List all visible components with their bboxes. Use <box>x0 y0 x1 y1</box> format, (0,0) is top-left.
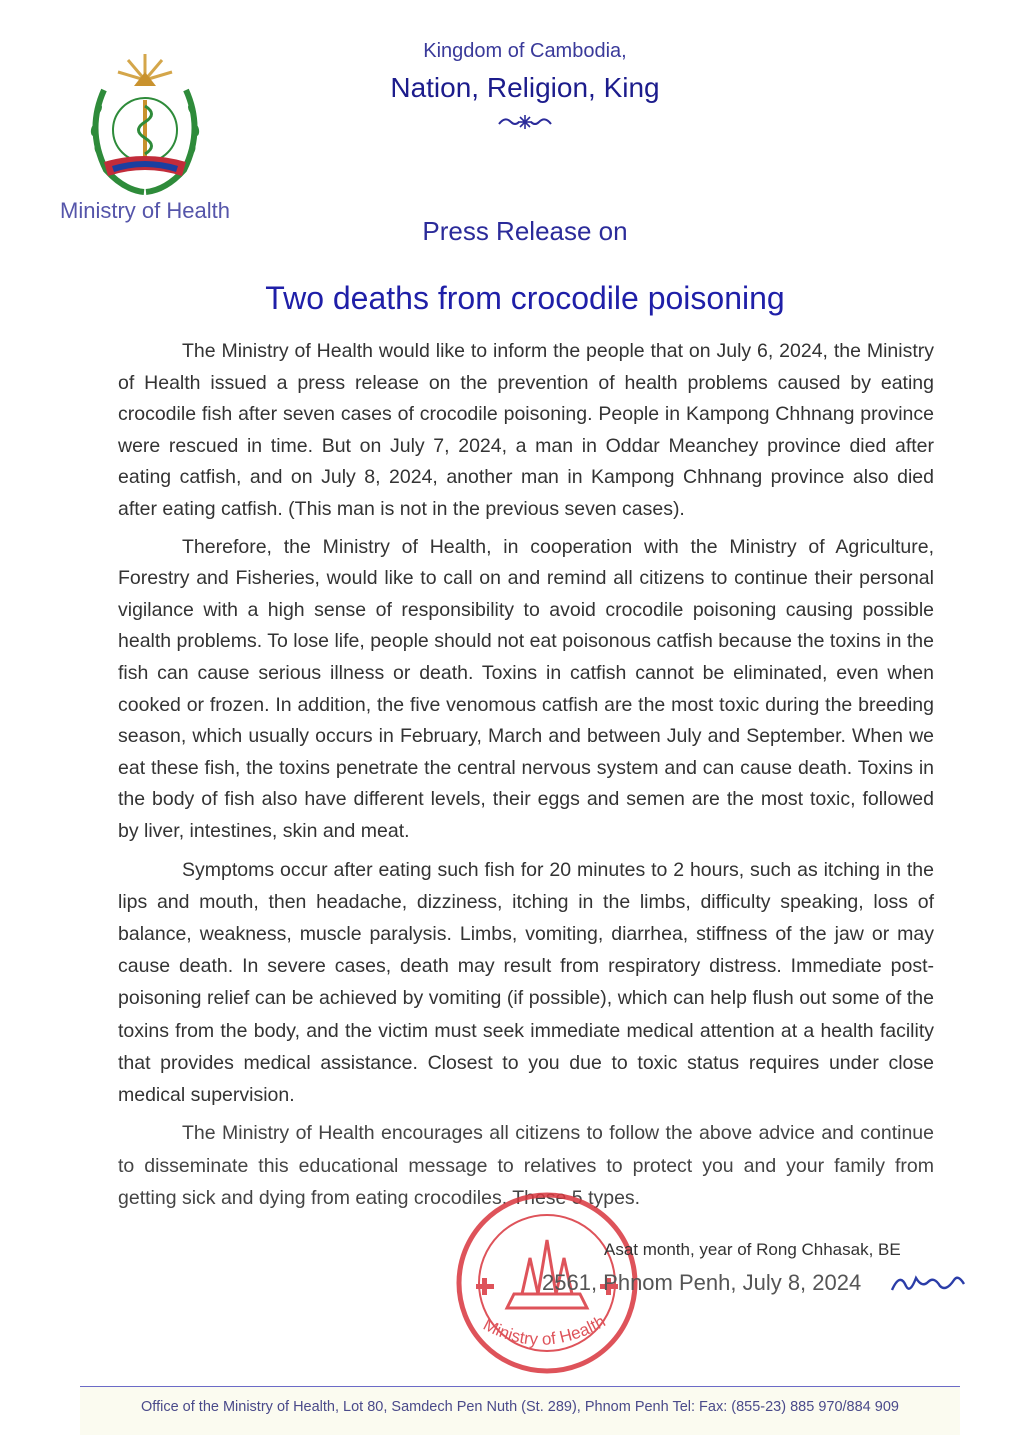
footer-address: Office of the Ministry of Health, Lot 80, Samdech Pen Nuth (St. 289), Phnom Penh Tel: Fax: (855-23) 885 970/884 909 <box>141 1399 899 1415</box>
signature-icon <box>888 1268 968 1298</box>
paragraph-4: The Ministry of Health encourages all citizens to follow the above advice and continue to disseminate this educational message to relatives to protect you and your family from getting sick and dying from eating crocodiles. These 5 types. <box>118 1122 934 1210</box>
svg-text:Ministry of Health <box>480 1312 608 1349</box>
divider-ornament-icon <box>495 112 555 132</box>
date-line-gregorian: 2561, Phnom Penh, July 8, 2024 <box>542 1270 862 1295</box>
paragraph-1: The Ministry of Health would like to inform the people that on July 6, 2024, the Ministry of Health issued a press release on the prevention of health problems caused by eating crocodile fish after seven cases of crocodile poisoning. People in Kampong Chhnang province were rescued in time. But on July 7, 2024, a man in Oddar Meanchey province died after eating catfish, and on July 8, 2024, another man in Kampong Chhnang province also died after eating catfish. (This man is not in the previous seven cases). <box>118 340 934 520</box>
paragraph-2: Therefore, the Ministry of Health, in cooperation with the Ministry of Agriculture, Forestry and Fisheries, would like to call on and remind all citizens to continue their personal vigilance with a high sense of responsibility to avoid crocodile poisoning causing possible health problems. To lose life, people should not eat poisonous catfish because the toxins in the fish can cause serious illness or death. Toxins in catfish cannot be eliminated, even when cooked or frozen. In addition, the five venomous catfish are the most toxic during the breeding season, which usually occurs in February, March and between July and September. When we eat these fish, the toxins penetrate the central nervous system and can cause death. Toxins in the body of fish also have different levels, their eggs and semen are the most toxic, followed by liver, intestines, skin and meat. <box>118 535 934 842</box>
ministry-caption: Ministry of Health <box>60 198 230 223</box>
footer-bar <box>80 1386 960 1435</box>
national-motto: Nation, Religion, King <box>390 72 660 103</box>
press-release-label: Press Release on <box>422 216 628 246</box>
document-body <box>118 336 934 1221</box>
seal-caption: Ministry of Health <box>480 1311 609 1349</box>
paragraph-3: Symptoms occur after eating such fish for 20 minutes to 2 hours, such as itching in the lips and mouth, then headache, dizziness, itching in the limbs, difficulty speaking, loss of balance, weakness, muscle paralysis. Limbs, vomiting, diarrhea, stiffness of the jaw or may cause death. In severe cases, death may result from respiratory distress. Immediate post-poisoning relief can be achieved by vomiting (if possible), which can help flush out some of the toxins from the body, and the victim must seek immediate medical attention at a health facility that provides medical assistance. Closest to you due to toxic status requires under close medical supervision. <box>118 858 934 1106</box>
date-line-lunar: Asat month, year of Rong Chhasak, BE <box>604 1240 901 1259</box>
ministry-of-health-emblem-icon <box>84 50 206 200</box>
page-title: Two deaths from crocodile poisoning <box>265 280 785 316</box>
kingdom-heading: Kingdom of Cambodia, <box>423 40 627 62</box>
